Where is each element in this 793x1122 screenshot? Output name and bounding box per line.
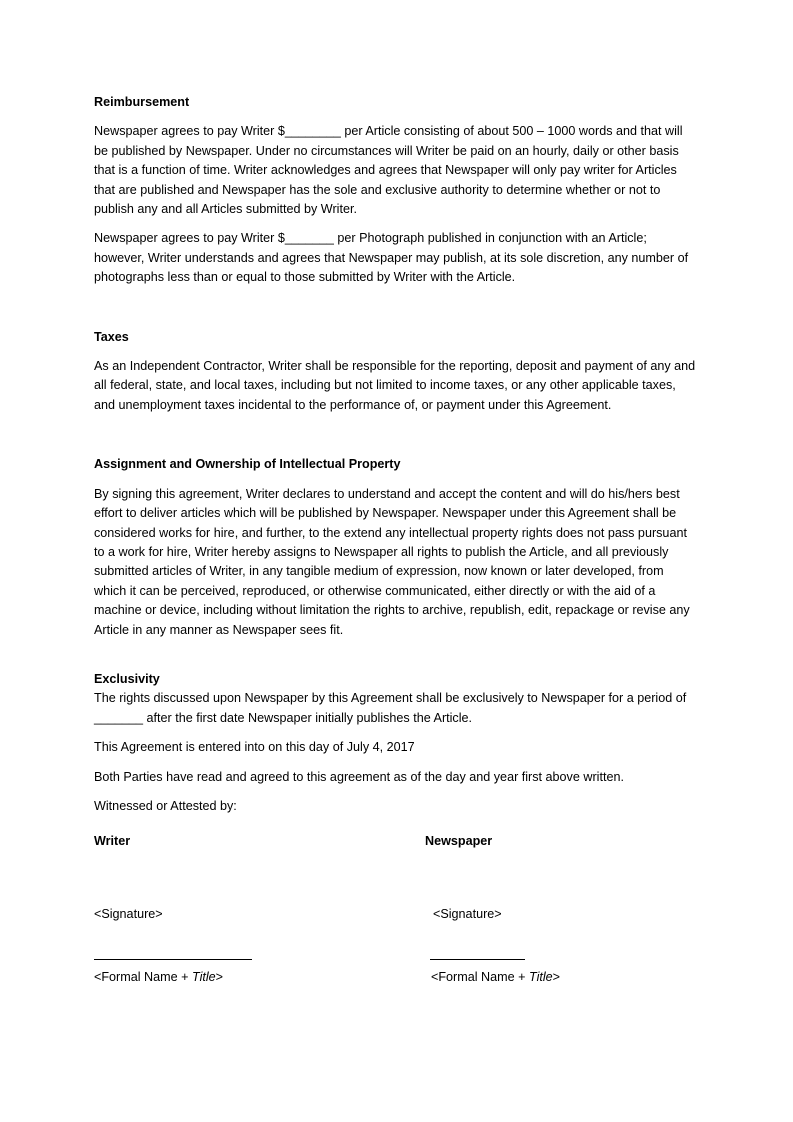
newspaper-label: Newspaper: [425, 834, 493, 849]
newspaper-signature-placeholder: <Signature>: [433, 907, 502, 922]
writer-signature-line: [94, 959, 252, 960]
writer-formal-name: <Formal Name + Title>: [94, 970, 224, 985]
signature-block: [94, 832, 699, 1012]
exclusivity-paragraph: The rights discussed upon Newspaper by this Agreement shall be exclusively to Newspaper for a period of _______ after the first date Newspaper initially publishes the Article.: [94, 691, 687, 725]
reimbursement-paragraph-1: Newspaper agrees to pay Writer $________ per Article consisting of about 500 – 1000 words and that will be published by Newspaper. Under no circumstances will Writer be paid on an hourly, daily or other basis that is a function of time. Writer acknowledges and agrees that Newspaper will only pay writer for Articles that are published and Newspaper has the sole and exclusive authority to determine whether or not to publish any and all Articles submitted by Writer.: [94, 124, 683, 217]
reimbursement-heading: Reimbursement: [94, 95, 190, 109]
newspaper-formal-name: <Formal Name + Title>: [431, 970, 561, 985]
newspaper-signature-column: [425, 832, 705, 985]
writer-label: Writer: [94, 834, 131, 849]
assignment-paragraph: By signing this agreement, Writer declares to understand and accept the content and will do his/hers best effort to deliver articles which will be published by Newspaper. Newspaper under this Agreement shall be considered works for hire, and further, to the extend any intellectual property rights does not pass pursuant to a work for hire, Writer hereby assigns to Newspaper all rights to publish the Article, and all previously submitted articles of Writer, in any tangible medium of expression, now known or later developed, from which it can be perceived, reproduced, or otherwise communicated, either directly or with the aid of a machine or device, including without limitation the rights to archive, republish, edit, repackage or revise any Article in any manner as Newspaper sees fit.: [94, 486, 690, 637]
witnessed-line: Witnessed or Attested by:: [94, 798, 237, 813]
document-page: [94, 93, 699, 1012]
writer-signature-column: [94, 832, 374, 985]
taxes-heading: Taxes: [94, 329, 129, 344]
assignment-heading: Assignment and Ownership of Intellectual Property: [94, 457, 401, 472]
taxes-paragraph: As an Independent Contractor, Writer shall be responsible for the reporting, deposit and payment of any and all federal, state, and local taxes, including but not limited to income taxes, or any other applicable taxes, and unemployment taxes incidental to the performance of, or payment under this Agreement.: [94, 359, 696, 412]
exclusivity-heading: Exclusivity: [94, 671, 160, 686]
newspaper-signature-line: [430, 959, 525, 960]
agreement-date-line: This Agreement is entered into on this day of July 4, 2017: [94, 740, 415, 755]
writer-signature-placeholder: <Signature>: [94, 907, 163, 922]
parties-agreed-line: Both Parties have read and agreed to this agreement as of the day and year first above written.: [94, 769, 624, 784]
reimbursement-paragraph-2: Newspaper agrees to pay Writer $_______ per Photograph published in conjunction with an Article; however, Writer understands and agrees that Newspaper may publish, at its sole discretion, any number of photographs less than or equal to those submitted by Writer with the Article.: [94, 231, 689, 285]
